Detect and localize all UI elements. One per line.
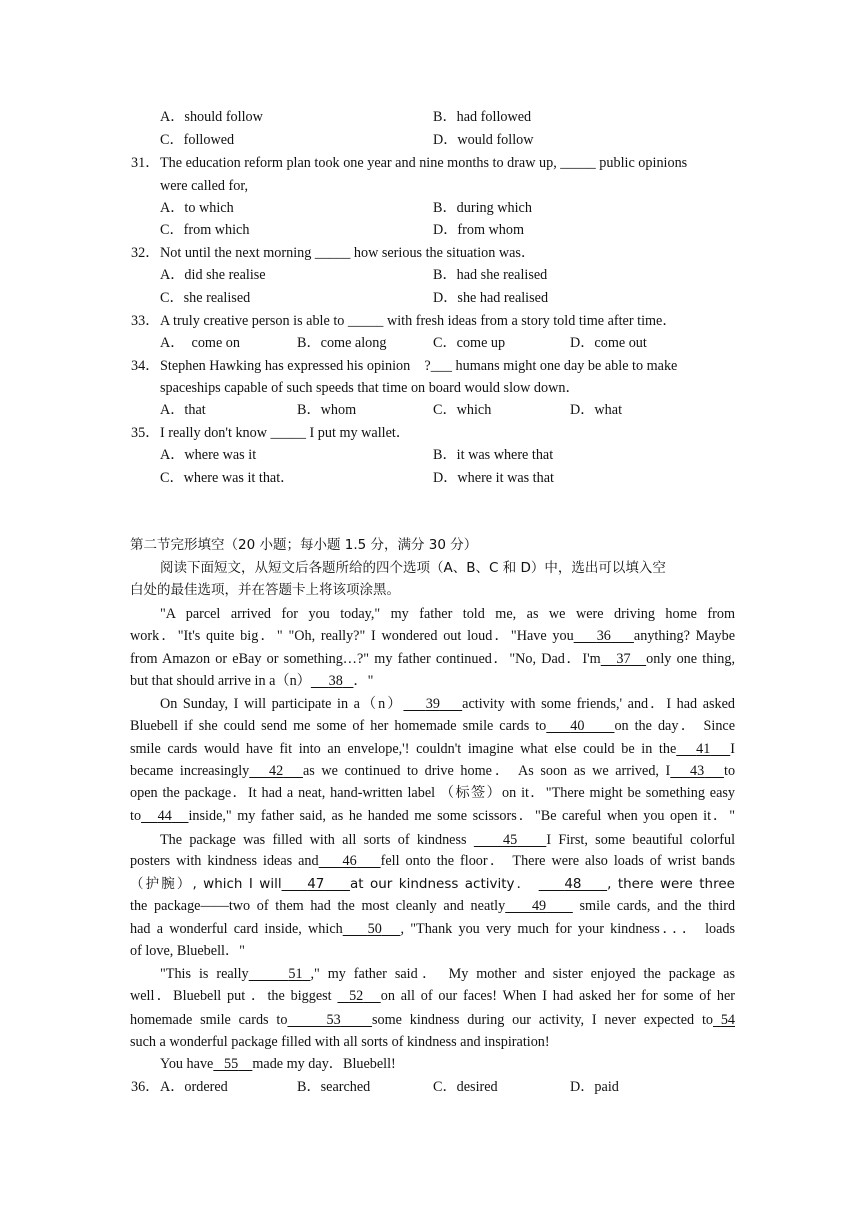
blank-54: 54 — [720, 1012, 735, 1028]
blank-41: 41 — [696, 741, 711, 757]
q36-option-b: B．searched — [297, 1079, 371, 1095]
passage-line: Bluebell if she could send me some of her homemade smile cards to 40 on the day． Since — [130, 718, 735, 734]
passage-line: "This is really 51 ," my father said． My mother and sister enjoyed the package as — [160, 966, 735, 982]
q35-option-b: B．it was where that — [433, 447, 554, 463]
blank-52: 52 — [349, 988, 364, 1004]
passage-line: to 44 inside," my father said, as he handed me some scissors．"Be careful when you open it．" — [130, 808, 735, 824]
passage-line: well．Bluebell put ．the biggest 52 on all of our faces! When I had asked her for some of her — [130, 988, 735, 1004]
blank-48: 48 — [564, 876, 582, 892]
q34-stem-line1: Stephen Hawking has expressed his opinion ?___ humans might one day be able to make — [160, 358, 678, 374]
blank-55: 55 — [223, 1056, 239, 1072]
passage-line: the package——two of them had the most cleanly and neatly 49 smile cards, and the third — [130, 898, 735, 914]
q31-stem-line1: The education reform plan took one year and nine months to draw up, _____ public opinions — [160, 155, 688, 171]
section-heading: 第二节完形填空（20 小题；每小题 1.5 分，满分 30 分） — [130, 537, 478, 553]
q36-option-d: D．paid — [570, 1079, 619, 1095]
q30-option-c: C．followed — [160, 132, 235, 148]
q33-option-a: A． come on — [160, 335, 240, 351]
section-instructions-line2: 白处的最佳选项，并在答题卡上将该项涂黑。 — [130, 582, 400, 598]
q32-option-b: B．had she realised — [433, 267, 548, 283]
q31-option-d: D．from whom — [433, 222, 525, 238]
q35-option-d: D．where it was that — [433, 470, 554, 486]
blank-46: 46 — [342, 853, 357, 869]
q31-option-b: B．during which — [433, 200, 532, 216]
q34-option-a: A．that — [160, 402, 206, 418]
q30-option-a: A．should follow — [160, 109, 263, 125]
passage-line: of love, Bluebell．" — [130, 943, 245, 959]
blank-37: 37 — [616, 651, 631, 667]
passage-line: （护腕）, which I will 47 at our kindness activity． 48 , there were three — [130, 876, 735, 892]
q34-option-c: C．which — [433, 402, 492, 418]
blank-39: 39 — [425, 696, 440, 712]
q32-stem: Not until the next morning _____ how serious the situation was． — [160, 245, 536, 261]
q30-option-d: D．would follow — [433, 132, 534, 148]
q32-option-a: A．did she realise — [160, 267, 266, 283]
passage-line: but that should arrive in a（n） 38 ．" — [130, 673, 374, 689]
blank-36: 36 — [596, 628, 611, 644]
passage-line: had a wonderful card inside, which 50 , "Thank you very much for your kindness．．． loads — [130, 921, 735, 937]
blank-47: 47 — [307, 876, 325, 892]
q32-number: 32． — [131, 245, 160, 261]
passage-line: became increasingly 42 as we continued to drive home． As soon as we arrived, I 43 to — [130, 763, 735, 779]
passage-line: You have 55 made my day．Bluebell! — [160, 1056, 396, 1072]
q33-option-c: C．come up — [433, 335, 506, 351]
q34-number: 34． — [131, 358, 160, 374]
passage-line: smile cards would have fit into an envelope,'! couldn't imagine what else could be in the 41 I — [130, 741, 735, 757]
q31-number: 31． — [131, 155, 160, 171]
section-instructions-line1: 阅读下面短文，从短文后各题所给的四个选项（A、B、C 和 D）中，选出可以填入空 — [160, 560, 666, 576]
q35-option-a: A．where was it — [160, 447, 257, 463]
blank-43: 43 — [690, 763, 705, 779]
passage-line: such a wonderful package filled with all sorts of kindness and inspiration! — [130, 1034, 550, 1050]
q33-stem: A truly creative person is able to _____ with fresh ideas from a story told time after time． — [160, 313, 677, 329]
q32-option-c: C．she realised — [160, 290, 251, 306]
q34-option-b: B．whom — [297, 402, 357, 418]
blank-45: 45 — [502, 832, 518, 848]
q35-number: 35． — [131, 425, 160, 441]
q30-option-b: B．had followed — [433, 109, 532, 125]
q33-option-b: B．come along — [297, 335, 387, 351]
blank-38: 38 — [328, 673, 343, 689]
blank-50: 50 — [367, 921, 382, 937]
blank-49: 49 — [531, 898, 547, 914]
q31-stem-line2: were called for, — [160, 178, 249, 194]
passage-line: homemade smile cards to 53 some kindness during our activity, I never expected to 54 — [130, 1012, 735, 1028]
q36-number: 36． — [131, 1079, 160, 1095]
q31-option-a: A．to which — [160, 200, 234, 216]
blank-44: 44 — [157, 808, 172, 824]
q35-option-c: C．where was it that． — [160, 470, 295, 486]
blank-53: 53 — [326, 1012, 341, 1028]
passage-line: posters with kindness ideas and 46 fell onto the floor． There were also loads of wrist bands — [130, 853, 735, 869]
q36-option-a: A．ordered — [160, 1079, 228, 1095]
q33-number: 33． — [131, 313, 160, 329]
passage-line: The package was filled with all sorts of kindness 45 I First, some beautiful colorful — [160, 832, 735, 848]
blank-51: 51 — [288, 966, 303, 982]
q36-option-c: C．desired — [433, 1079, 498, 1095]
passage-line: work．"It's quite big．" "Oh, really?" I wondered out loud．"Have you 36 anything? Maybe — [130, 628, 735, 644]
q35-stem: I really don't know _____ I put my wallet． — [160, 425, 411, 441]
passage-line: On Sunday, I will participate in a（n） 39 activity with some friends,' and．I had asked — [160, 696, 735, 712]
passage-line: "A parcel arrived for you today," my father told me, as we were driving home from — [160, 606, 735, 622]
q34-option-d: D．what — [570, 402, 623, 418]
q32-option-d: D．she had realised — [433, 290, 549, 306]
blank-40: 40 — [570, 718, 585, 734]
passage-line: open the package．It had a neat, hand-written label （标签）on it．"There might be something easy — [130, 785, 735, 801]
q34-stem-line2: spaceships capable of such speeds that time on board would slow down． — [160, 380, 580, 396]
blank-42: 42 — [269, 763, 284, 779]
q33-option-d: D．come out — [570, 335, 647, 351]
q31-option-c: C．from which — [160, 222, 250, 238]
passage-line: from Amazon or eBay or something…?" my father continued．"No, Dad．I'm 37 only one thing, — [130, 651, 735, 667]
